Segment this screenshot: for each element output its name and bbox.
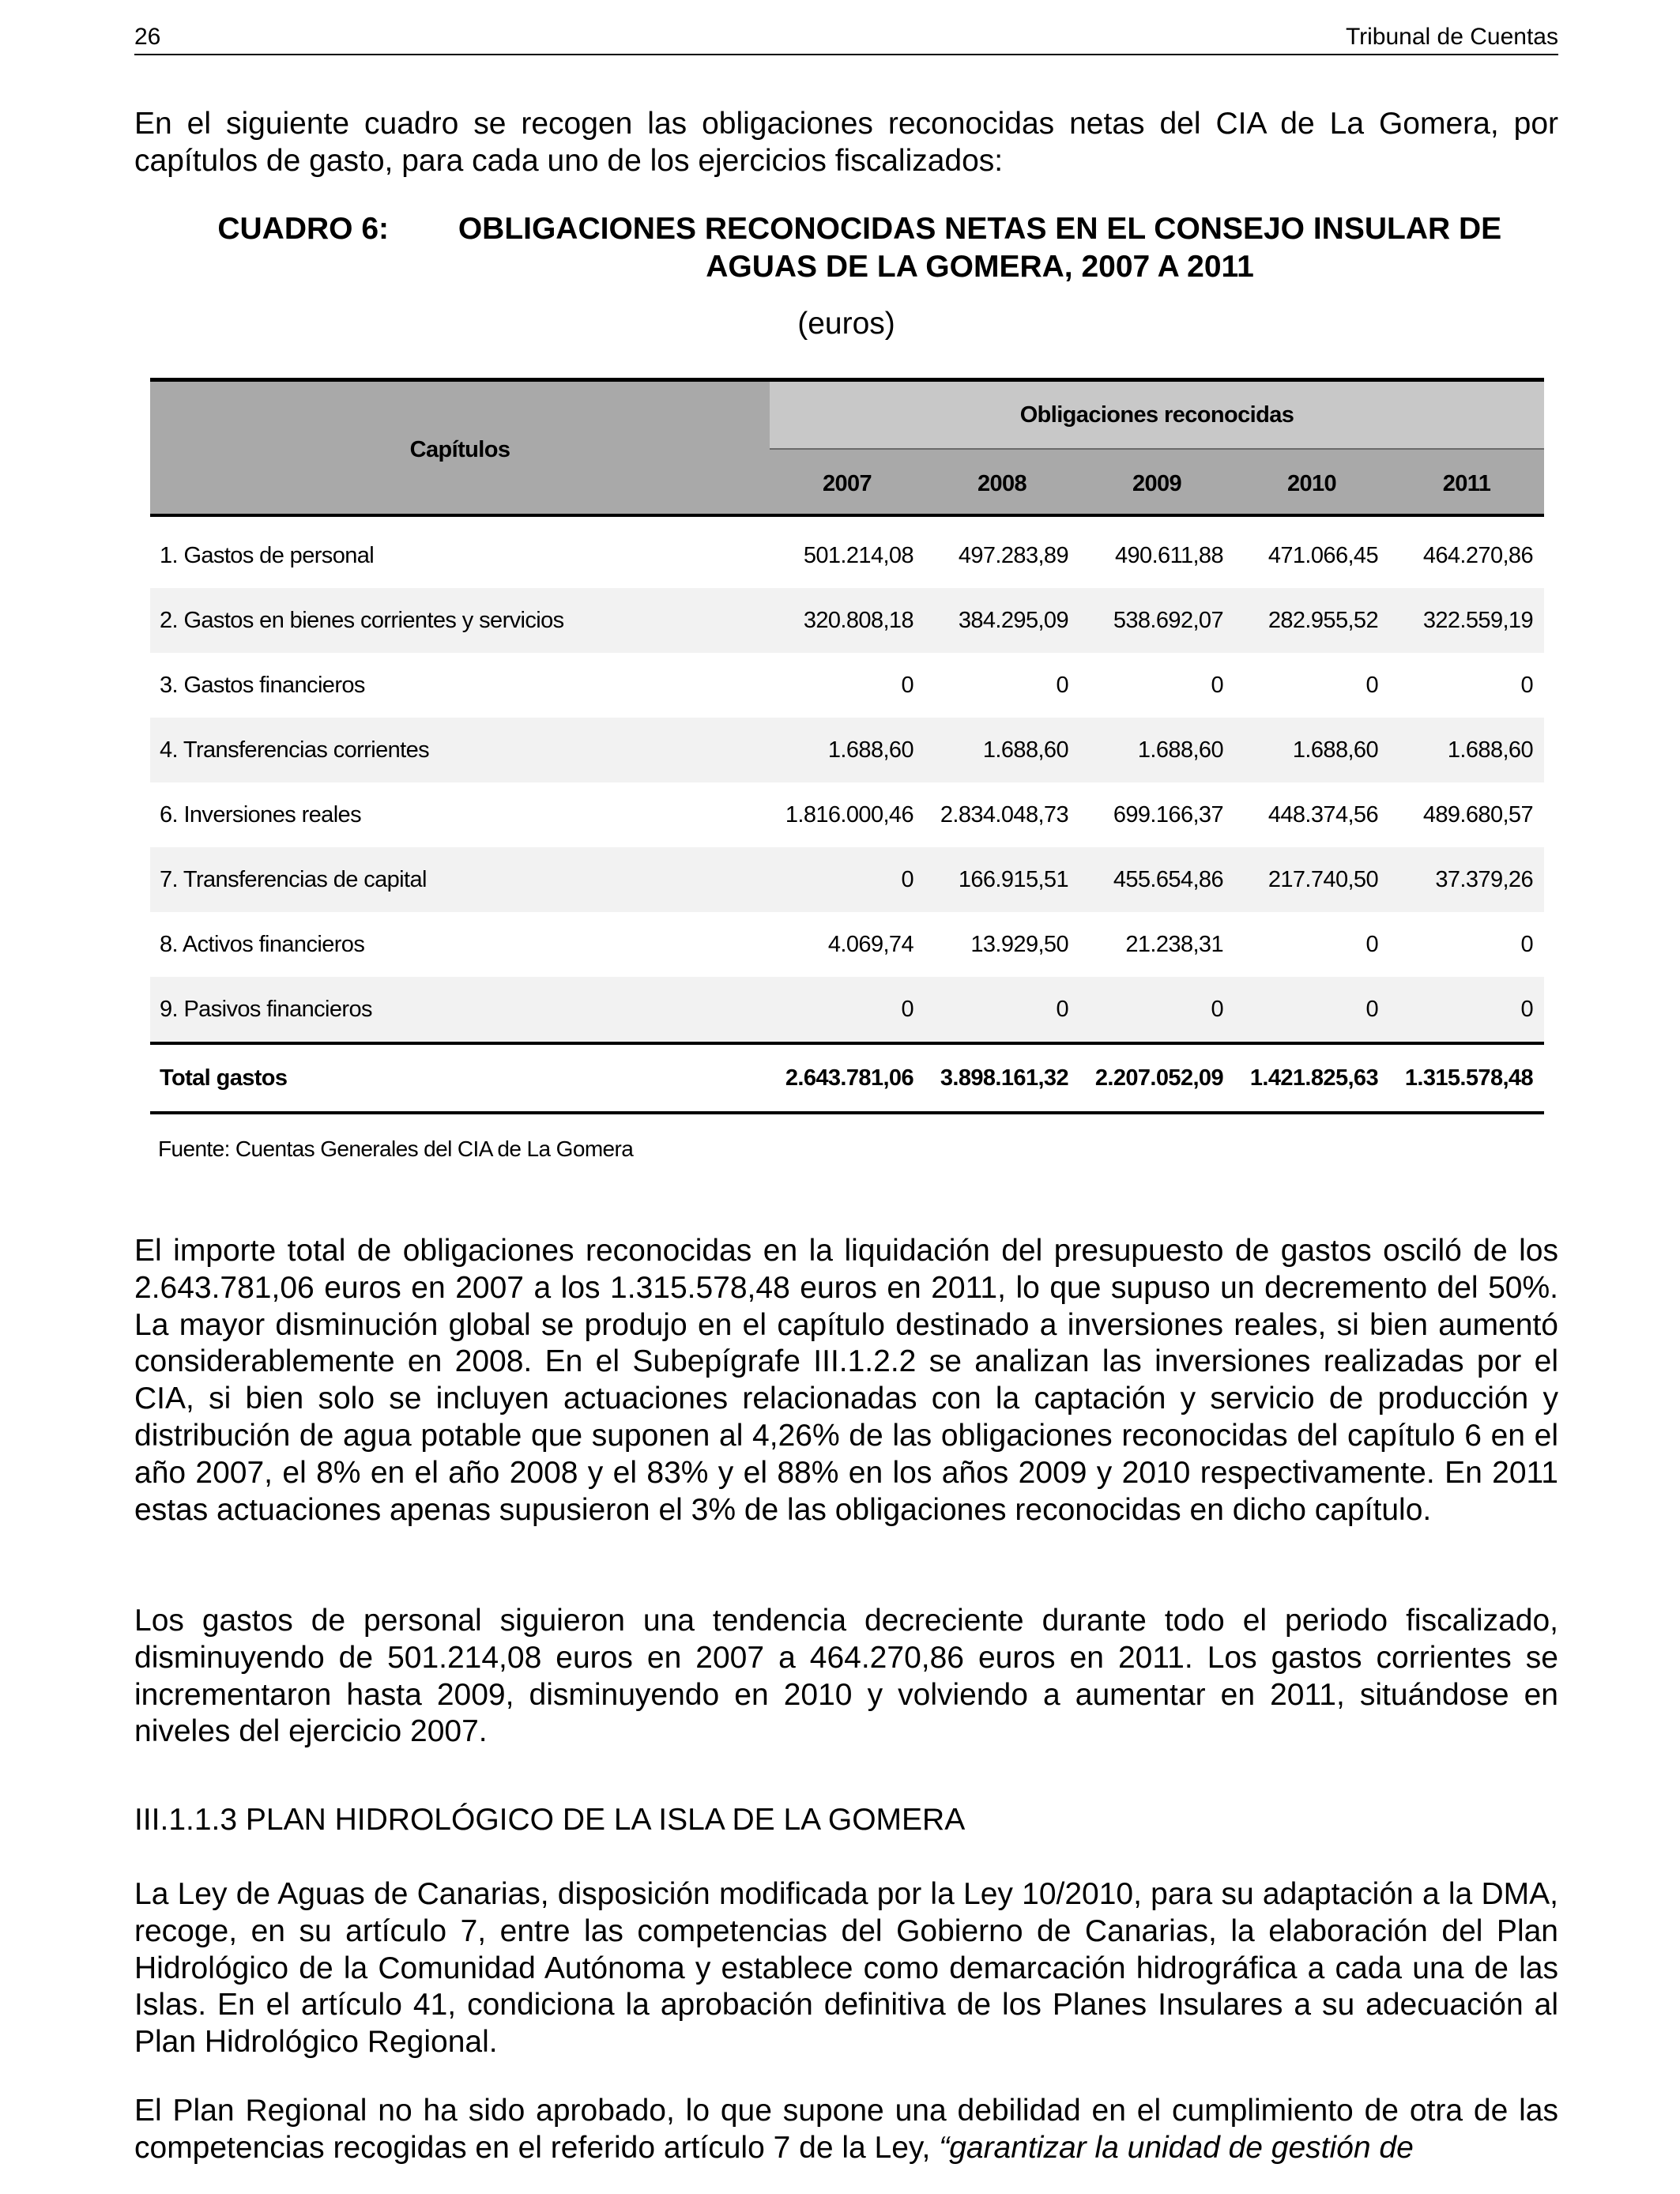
page-number: 26	[134, 24, 161, 50]
row-value: 0	[1365, 672, 1378, 698]
header-year: 2007	[822, 470, 872, 496]
row-value: 0	[1520, 672, 1533, 698]
header-year: 2009	[1132, 470, 1182, 496]
table-header	[150, 378, 1544, 517]
paragraph-1: El importe total de obligaciones reconocidas en la liquidación del presupuesto de gastos osciló de los 2.643.781,06 euros en 2007 a los 1.315.578,48 euros en 2011, lo que supuso un decremento del 50%. La mayor disminución global se produjo en el capítulo destinado a inversiones reales, si bien aumentó considerablemente en 2008. En el Subepígrafe III.1.2.2 se analizan las inversiones realizadas por el CIA, si bien solo se incluyen actuaciones relacionadas con la captación y servicio de producción y distribución de agua potable que suponen al 4,26% de las obligaciones reconocidas del capítulo 6 en el año 2007, el 8% en el año 2008 y el 83% y el 88% en los años 2009 y 2010 respectivamente. En 2011 estas actuaciones apenas supusieron el 3% de las obligaciones reconocidas en dicho capítulo.	[134, 1234, 1558, 1527]
row-chapter: 4. Transferencias corrientes	[160, 737, 430, 763]
total-label: Total gastos	[160, 1065, 288, 1091]
row-value: 0	[1211, 672, 1223, 698]
table-title-line2: AGUAS DE LA GOMERA, 2007 A 2011	[706, 250, 1254, 284]
table-title-line1: OBLIGACIONES RECONOCIDAS NETAS EN EL CONSEJO INSULAR DE	[458, 212, 1502, 246]
table-row	[150, 782, 1544, 847]
row-value: 322.559,19	[1422, 607, 1533, 633]
row-value: 4.069,74	[827, 931, 913, 957]
intro-paragraph: En el siguiente cuadro se recogen las obligaciones reconocidas netas del CIA de La Gomera, por capítulos de gasto, para cada uno de los ejercicios fiscalizados:	[134, 107, 1558, 178]
row-value: 455.654,86	[1113, 866, 1223, 892]
row-chapter: 2. Gastos en bienes corrientes y servicios	[160, 607, 564, 633]
row-value: 0	[1365, 931, 1378, 957]
row-value: 384.295,09	[958, 607, 1068, 633]
header-year: 2011	[1442, 470, 1491, 496]
header-year: 2008	[977, 470, 1027, 496]
table-row	[150, 977, 1544, 1042]
table-title	[134, 210, 1558, 286]
total-value: 2.643.781,06	[785, 1065, 913, 1091]
row-value: 0	[1520, 931, 1533, 957]
row-value: 471.066,45	[1268, 542, 1378, 568]
table-row	[150, 653, 1544, 718]
row-value: 320.808,18	[803, 607, 913, 633]
row-chapter: 9. Pasivos financieros	[160, 996, 372, 1022]
row-value: 13.929,50	[970, 931, 1068, 957]
row-value: 37.379,26	[1435, 866, 1533, 892]
row-value: 1.688,60	[827, 737, 913, 763]
paragraph-4	[134, 2093, 1558, 2167]
row-value: 489.680,57	[1422, 801, 1533, 827]
row-chapter: 1. Gastos de personal	[160, 542, 375, 568]
paragraph-4-quote: “garantizar la unidad de gestión de	[939, 2130, 1414, 2165]
row-value: 2.834.048,73	[940, 801, 1068, 827]
row-value: 1.688,60	[1447, 737, 1533, 763]
row-chapter: 3. Gastos financieros	[160, 672, 365, 698]
row-value: 1.688,60	[1137, 737, 1223, 763]
header-obligations-group: Obligaciones reconocidas	[770, 382, 1544, 450]
row-value: 464.270,86	[1422, 542, 1533, 568]
total-value: 1.315.578,48	[1404, 1065, 1533, 1091]
row-chapter: 6. Inversiones reales	[160, 801, 361, 827]
row-value: 217.740,50	[1268, 866, 1378, 892]
header-chapters: Capítulos	[409, 436, 510, 462]
table-row	[150, 847, 1544, 912]
row-chapter: 8. Activos financieros	[160, 931, 365, 957]
row-value: 497.283,89	[958, 542, 1068, 568]
table-row	[150, 718, 1544, 782]
total-value: 2.207.052,09	[1094, 1065, 1223, 1091]
header-year: 2010	[1286, 470, 1337, 496]
total-value: 1.421.825,63	[1249, 1065, 1378, 1091]
paragraph-3: La Ley de Aguas de Canarias, disposición modificada por la Ley 10/2010, para su adaptación a la DMA, recoge, en su artículo 7, entre las competencias del Gobierno de Canarias, la elaboración del Plan Hidrológico de la Comunidad Autónoma y establece como demarcación hidrográfica a cada una de las Islas. En el artículo 41, condiciona la aprobación definitiva de los Planes Insulares a su adecuación al Plan Hidrológico Regional.	[134, 1877, 1558, 2060]
table-title-text	[403, 210, 1557, 286]
table-source: Fuente: Cuentas Generales del CIA de La Gomera	[158, 1137, 634, 1161]
total-value: 3.898.161,32	[940, 1065, 1068, 1091]
row-value: 501.214,08	[803, 542, 913, 568]
row-value: 0	[901, 996, 913, 1022]
row-value: 0	[1365, 996, 1378, 1022]
publisher-name: Tribunal de Cuentas	[1345, 24, 1558, 50]
row-value: 21.238,31	[1125, 931, 1223, 957]
row-value: 0	[1211, 996, 1223, 1022]
row-value: 1.688,60	[982, 737, 1068, 763]
table-row	[150, 912, 1544, 977]
row-chapter: 7. Transferencias de capital	[160, 866, 427, 892]
paragraph-2: Los gastos de personal siguieron una tendencia decreciente durante todo el periodo fiscalizado, disminuyendo de 501.214,08 euros en 2007 a 464.270,86 euros en 2011. Los gastos corrientes se incrementaron hasta 2009, disminuyendo en 2010 y volviendo a aumentar en 2011, situándose en niveles del ejercicio 2007.	[134, 1604, 1558, 1749]
row-value: 538.692,07	[1113, 607, 1223, 633]
section-heading: III.1.1.3 PLAN HIDROLÓGICO DE LA ISLA DE LA GOMERA	[134, 1803, 966, 1837]
data-table	[150, 378, 1544, 1121]
row-value: 166.915,51	[958, 866, 1068, 892]
row-value: 699.166,37	[1113, 801, 1223, 827]
row-value: 490.611,88	[1115, 542, 1223, 568]
paragraph-4-text: El Plan Regional no ha sido aprobado, lo que supone una debilidad en el cumplimiento de otra de las competencias recogidas en el referido artículo 7 de la Ley,	[134, 2094, 1558, 2165]
table-row	[150, 588, 1544, 653]
running-header	[134, 24, 1558, 55]
row-value: 282.955,52	[1268, 607, 1378, 633]
table-total-row	[150, 1042, 1544, 1114]
row-value: 0	[1056, 996, 1068, 1022]
table-label: CUADRO 6:	[217, 212, 389, 246]
row-value: 0	[901, 866, 913, 892]
row-value: 0	[901, 672, 913, 698]
table-row	[150, 523, 1544, 588]
row-value: 0	[1520, 996, 1533, 1022]
row-value: 1.688,60	[1292, 737, 1378, 763]
row-value: 448.374,56	[1268, 801, 1378, 827]
table-units: (euros)	[797, 307, 895, 341]
row-value: 1.816.000,46	[785, 801, 913, 827]
row-value: 0	[1056, 672, 1068, 698]
